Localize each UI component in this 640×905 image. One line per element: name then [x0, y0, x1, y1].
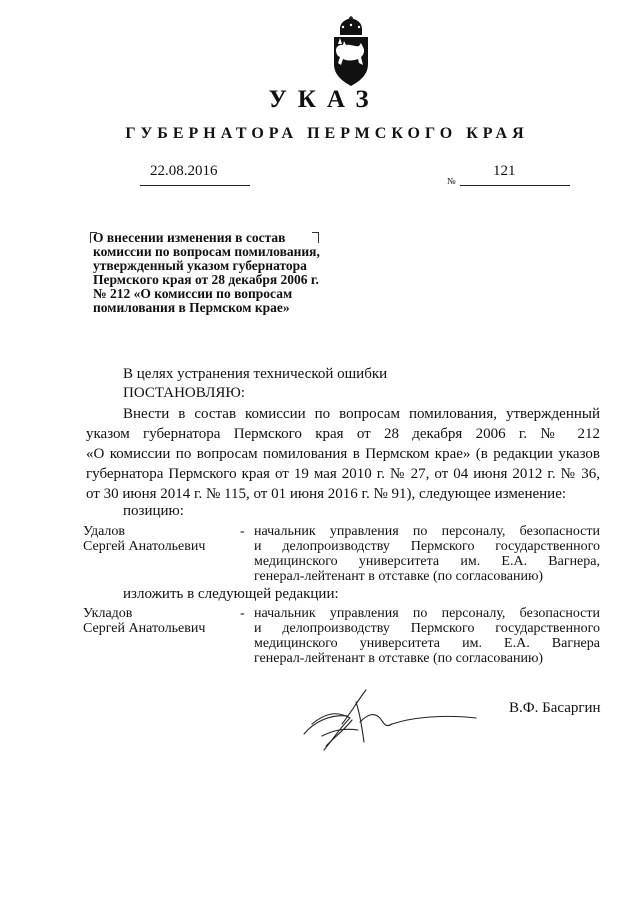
description-line: генерал-лейтенант в отставке (по согласованию) [254, 569, 544, 584]
decree-heading [93, 231, 363, 315]
new-entry-dash: - [240, 606, 245, 621]
preamble-text: В целях устранения технической ошибки [123, 366, 388, 382]
date-underline [140, 185, 250, 186]
decree-subtitle: ГУБЕРНАТОРА ПЕРМСКОГО КРАЯ [125, 125, 529, 142]
heading-line: помилования в Пермском крае» [93, 300, 290, 315]
old-entry-name: Сергей Анатольевич [83, 539, 206, 554]
old-entry-surname: Удалов [83, 524, 126, 539]
decree-number: 121 [493, 163, 516, 179]
paragraph-line: губернатора Пермского края от 19 мая 2010 г. № 27, от 04 июня 2012 г. № 36, [86, 466, 600, 482]
heading-line: № 212 «О комиссии по вопросам [93, 286, 293, 301]
description-line: генерал-лейтенант в отставке (по согласованию) [254, 651, 544, 666]
description-line: начальник управления по персоналу, безопасности [254, 524, 600, 539]
decree-date: 22.08.2016 [150, 163, 218, 179]
heading-line: Пермского края от 28 декабря 2006 г. [93, 272, 319, 287]
new-entry-surname: Укладов [83, 606, 133, 621]
old-entry-description [254, 524, 600, 584]
coat-of-arms-emblem [328, 16, 374, 88]
handwritten-signature [300, 684, 480, 756]
crown-icon [340, 16, 362, 35]
heading-line: комиссии по вопросам помилования, [93, 244, 320, 259]
old-entry-person [83, 524, 205, 554]
description-line: медицинского университета им. Е.А. Вагнера, [254, 554, 600, 569]
replace-label: изложить в следующей редакции: [123, 586, 339, 602]
paragraph-line: указом губернатора Пермского края от 28 декабря 2006 г. № 212 [86, 426, 600, 442]
description-line: и делопроизводству Пермского государственного [254, 539, 600, 554]
number-label: № [447, 176, 456, 186]
number-underline [460, 185, 570, 186]
shield-icon [334, 37, 368, 86]
heading-line: О внесении изменения в состав [93, 230, 286, 245]
paragraph-line: от 30 июня 2014 г. № 115, от 01 июня 2016 г. № 91), следующее изменение: [86, 486, 567, 502]
description-line: и делопроизводству Пермского государственного [254, 621, 600, 636]
description-line: начальник управления по персоналу, безопасности [254, 606, 600, 621]
signatory-name: В.Ф. Басаргин [509, 700, 601, 716]
new-entry-name: Сергей Анатольевич [83, 621, 206, 636]
decree-title: УКАЗ [268, 86, 380, 113]
heading-line: утвержденный указом губернатора [93, 258, 307, 273]
decree-statement: ПОСТАНОВЛЯЮ: [123, 385, 245, 401]
paragraph-line: «О комиссии по вопросам помилования в Пермском крае» (в редакции указов [86, 446, 600, 462]
new-entry-description [254, 606, 600, 666]
position-label: позицию: [123, 503, 184, 519]
description-line: медицинского университета им. Е.А. Вагнера [254, 636, 600, 651]
paragraph-line: Внести в состав комиссии по вопросам помилования, утвержденный [123, 406, 600, 422]
new-entry-person [83, 606, 205, 636]
old-entry-dash: - [240, 524, 245, 539]
